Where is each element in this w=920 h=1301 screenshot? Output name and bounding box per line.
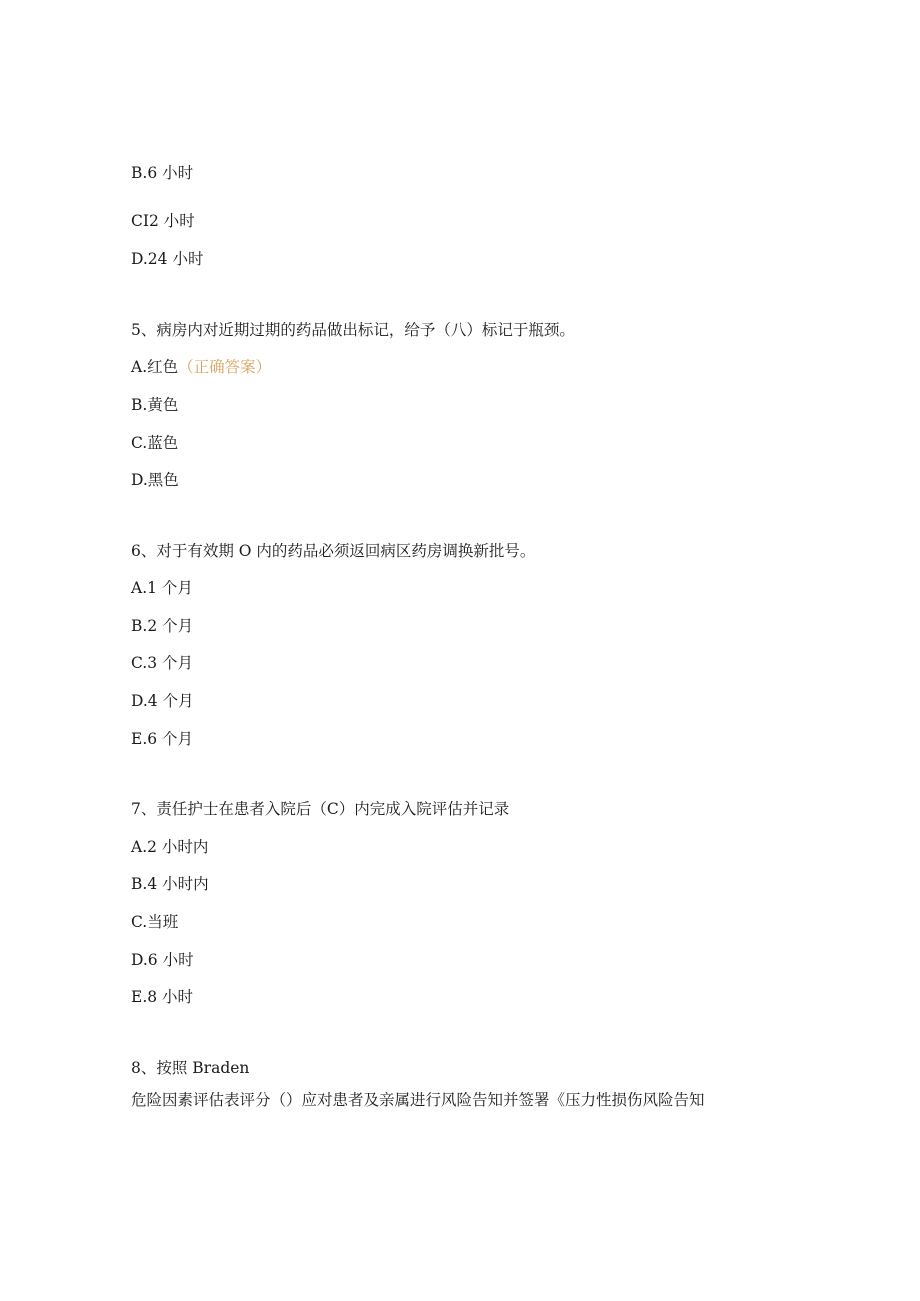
q4-option-b: B.6 小时 xyxy=(131,164,194,182)
q7-option-d: D.6 小时 xyxy=(131,951,194,969)
q6-option-c: C.3 个月 xyxy=(131,654,194,672)
q5-option-b: B.黄色 xyxy=(131,396,179,414)
q6-option-e: E.6 个月 xyxy=(131,730,194,748)
q6-question: 6、对于有效期 O 内的药品必须返回病区药房调换新批号。 xyxy=(131,542,536,560)
q7-question: 7、责任护士在患者入院后（C）内完成入院评估并记录 xyxy=(131,800,510,818)
q7-option-c: C.当班 xyxy=(131,913,179,931)
q5-option-a xyxy=(131,357,271,377)
q4-option-c: CI2 小时 xyxy=(131,212,195,230)
q6-option-b: B.2 个月 xyxy=(131,617,194,635)
q5-option-c: C.蓝色 xyxy=(131,434,179,452)
q6-option-a: A.1 个月 xyxy=(131,579,193,597)
q4-option-d: D.24 小时 xyxy=(131,250,204,268)
q8-question-line1: 8、按照 Braden xyxy=(131,1059,250,1077)
q5-option-a-text: A.红色 xyxy=(131,358,179,376)
q7-option-b: B.4 小时内 xyxy=(131,875,209,893)
q5-option-d: D.黑色 xyxy=(131,471,179,489)
q7-option-a: A.2 小时内 xyxy=(131,838,209,856)
q8-question-line2: 危险因素评估表评分（）应对患者及亲属进行风险告知并签署《压力性损伤风险告知 xyxy=(131,1091,705,1109)
q7-option-e: E.8 小时 xyxy=(131,988,194,1006)
q5-question: 5、病房内对近期过期的药品做出标记，给予（八）标记于瓶颈。 xyxy=(131,321,575,339)
q6-option-d: D.4 个月 xyxy=(131,692,194,710)
correct-answer-tag: （正确答案） xyxy=(178,358,272,376)
